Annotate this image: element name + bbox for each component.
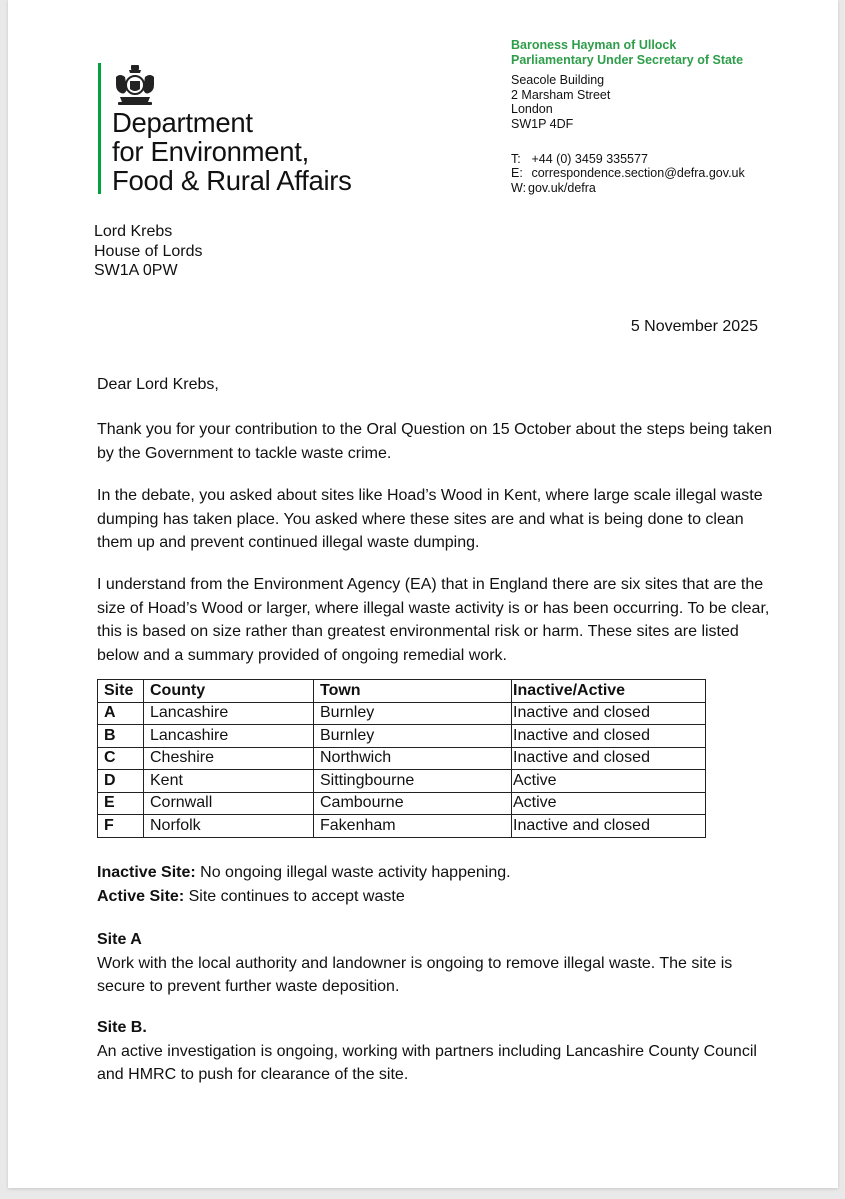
- table-row: [98, 770, 706, 793]
- header-county: County: [144, 680, 314, 703]
- paragraph-2-text: In the debate, you asked about sites like Hoad’s Wood in Kent, where large scale illegal waste dumping has taken place. You asked where these sites are and what is being done to clean them up and prevent continued illegal waste dumping.: [97, 487, 763, 551]
- email-link[interactable]: correspondence.section@defra.gov.uk: [531, 166, 745, 181]
- header-site: Site: [98, 680, 144, 703]
- cell-town: Sittingbourne: [314, 770, 512, 793]
- sender-block: [511, 38, 745, 195]
- site-b-text: An active investigation is ongoing, working with partners including Lancashire County Council and HMRC to push for clearance of the site.: [97, 1042, 757, 1083]
- cell-county: Lancashire: [144, 702, 314, 725]
- cell-status: Active: [512, 770, 706, 793]
- phone-row: [511, 152, 745, 167]
- site-a-title: Site A: [97, 931, 142, 948]
- table-row: [98, 702, 706, 725]
- table-row: [98, 725, 706, 748]
- table-row: [98, 747, 706, 770]
- cell-site: B: [98, 725, 144, 748]
- legend-inactive: [97, 861, 511, 885]
- sender-role: Parliamentary Under Secretary of State: [511, 52, 744, 67]
- cell-status: Inactive and closed: [512, 815, 706, 838]
- address-line: SW1P 4DF: [511, 116, 574, 131]
- phone-key: T:: [511, 151, 521, 166]
- cell-county: Norfolk: [144, 815, 314, 838]
- web-link[interactable]: gov.uk/defra: [528, 180, 596, 195]
- cell-county: Cornwall: [144, 792, 314, 815]
- cell-town: Burnley: [314, 725, 512, 748]
- table-legend: [97, 861, 511, 908]
- table-row: [98, 815, 706, 838]
- table-header-row: [98, 680, 706, 703]
- site-a-text: Work with the local authority and landowner is ongoing to remove illegal waste. The site is secure to prevent further waste deposition.: [97, 954, 733, 995]
- site-b-section: [97, 1016, 777, 1087]
- paragraph-1: [97, 418, 777, 465]
- letter-page: [8, 0, 838, 1188]
- salutation: Dear Lord Krebs,: [97, 376, 219, 393]
- cell-site: D: [98, 770, 144, 793]
- cell-site: C: [98, 747, 144, 770]
- recipient-line: SW1A 0PW: [94, 262, 178, 279]
- sender-name: Baroness Hayman of Ullock: [511, 38, 677, 52]
- web-key: W:: [511, 180, 527, 195]
- address-line: Seacole Building: [511, 73, 605, 88]
- recipient-line: Lord Krebs: [94, 223, 173, 240]
- logo-green-bar: [98, 63, 101, 194]
- cell-status: Inactive and closed: [512, 747, 706, 770]
- legend-inactive-label: Inactive Site:: [97, 864, 196, 881]
- site-b-title: Site B.: [97, 1019, 147, 1036]
- recipient-address: [94, 222, 203, 281]
- cell-site: F: [98, 815, 144, 838]
- paragraph-1-text: Thank you for your contribution to the Oral Question on 15 October about the steps being taken by the Government to tackle waste crime.: [97, 421, 773, 462]
- header-town: Town: [314, 680, 512, 703]
- cell-town: Northwich: [314, 747, 512, 770]
- legend-active-text: Site continues to accept waste: [184, 887, 405, 905]
- cell-status: Active: [512, 792, 706, 815]
- sender-contact: [511, 152, 745, 196]
- legend-active-label: Active Site:: [97, 887, 185, 905]
- paragraph-2: [97, 484, 777, 555]
- email-key: E:: [511, 166, 523, 181]
- cell-town: Burnley: [314, 702, 512, 725]
- email-row: [511, 166, 745, 181]
- sender-address: [511, 73, 745, 131]
- legend-inactive-text: No ongoing illegal waste activity happening.: [195, 864, 511, 881]
- recipient-line: House of Lords: [94, 242, 203, 260]
- department-name: [112, 108, 352, 195]
- cell-town: Cambourne: [314, 792, 512, 815]
- paragraph-3: [97, 573, 777, 667]
- address-line: 2 Marsham Street: [511, 87, 611, 102]
- cell-site: E: [98, 792, 144, 815]
- letter-date: 5 November 2025: [630, 318, 758, 335]
- department-name-line2: for Environment,: [112, 136, 309, 167]
- cell-status: Inactive and closed: [512, 725, 706, 748]
- address-line: London: [511, 102, 553, 117]
- cell-status: Inactive and closed: [512, 702, 706, 725]
- department-name-line1: Department: [112, 107, 253, 138]
- site-a-section: [97, 928, 777, 999]
- sites-table: [97, 679, 706, 838]
- table-row: [98, 792, 706, 815]
- legend-active: [97, 885, 511, 909]
- cell-county: Cheshire: [144, 747, 314, 770]
- cell-town: Fakenham: [314, 815, 512, 838]
- cell-site: A: [98, 702, 144, 725]
- web-row: [511, 181, 745, 196]
- cell-county: Lancashire: [144, 725, 314, 748]
- phone-value[interactable]: +44 (0) 3459 335577: [531, 151, 648, 166]
- header-status: Inactive/Active: [512, 680, 706, 703]
- royal-crest-icon: [112, 63, 158, 107]
- department-name-line3: Food & Rural Affairs: [112, 165, 352, 196]
- paragraph-3-text: I understand from the Environment Agency (EA) that in England there are six sites that are the size of Hoad’s Wood or larger, where illegal waste activity is or has been occurring. To be clear, this is based on size rather than greatest environmental risk or harm. These sites are listed below and a summary provided of ongoing remedial work.: [97, 576, 770, 664]
- cell-county: Kent: [144, 770, 314, 793]
